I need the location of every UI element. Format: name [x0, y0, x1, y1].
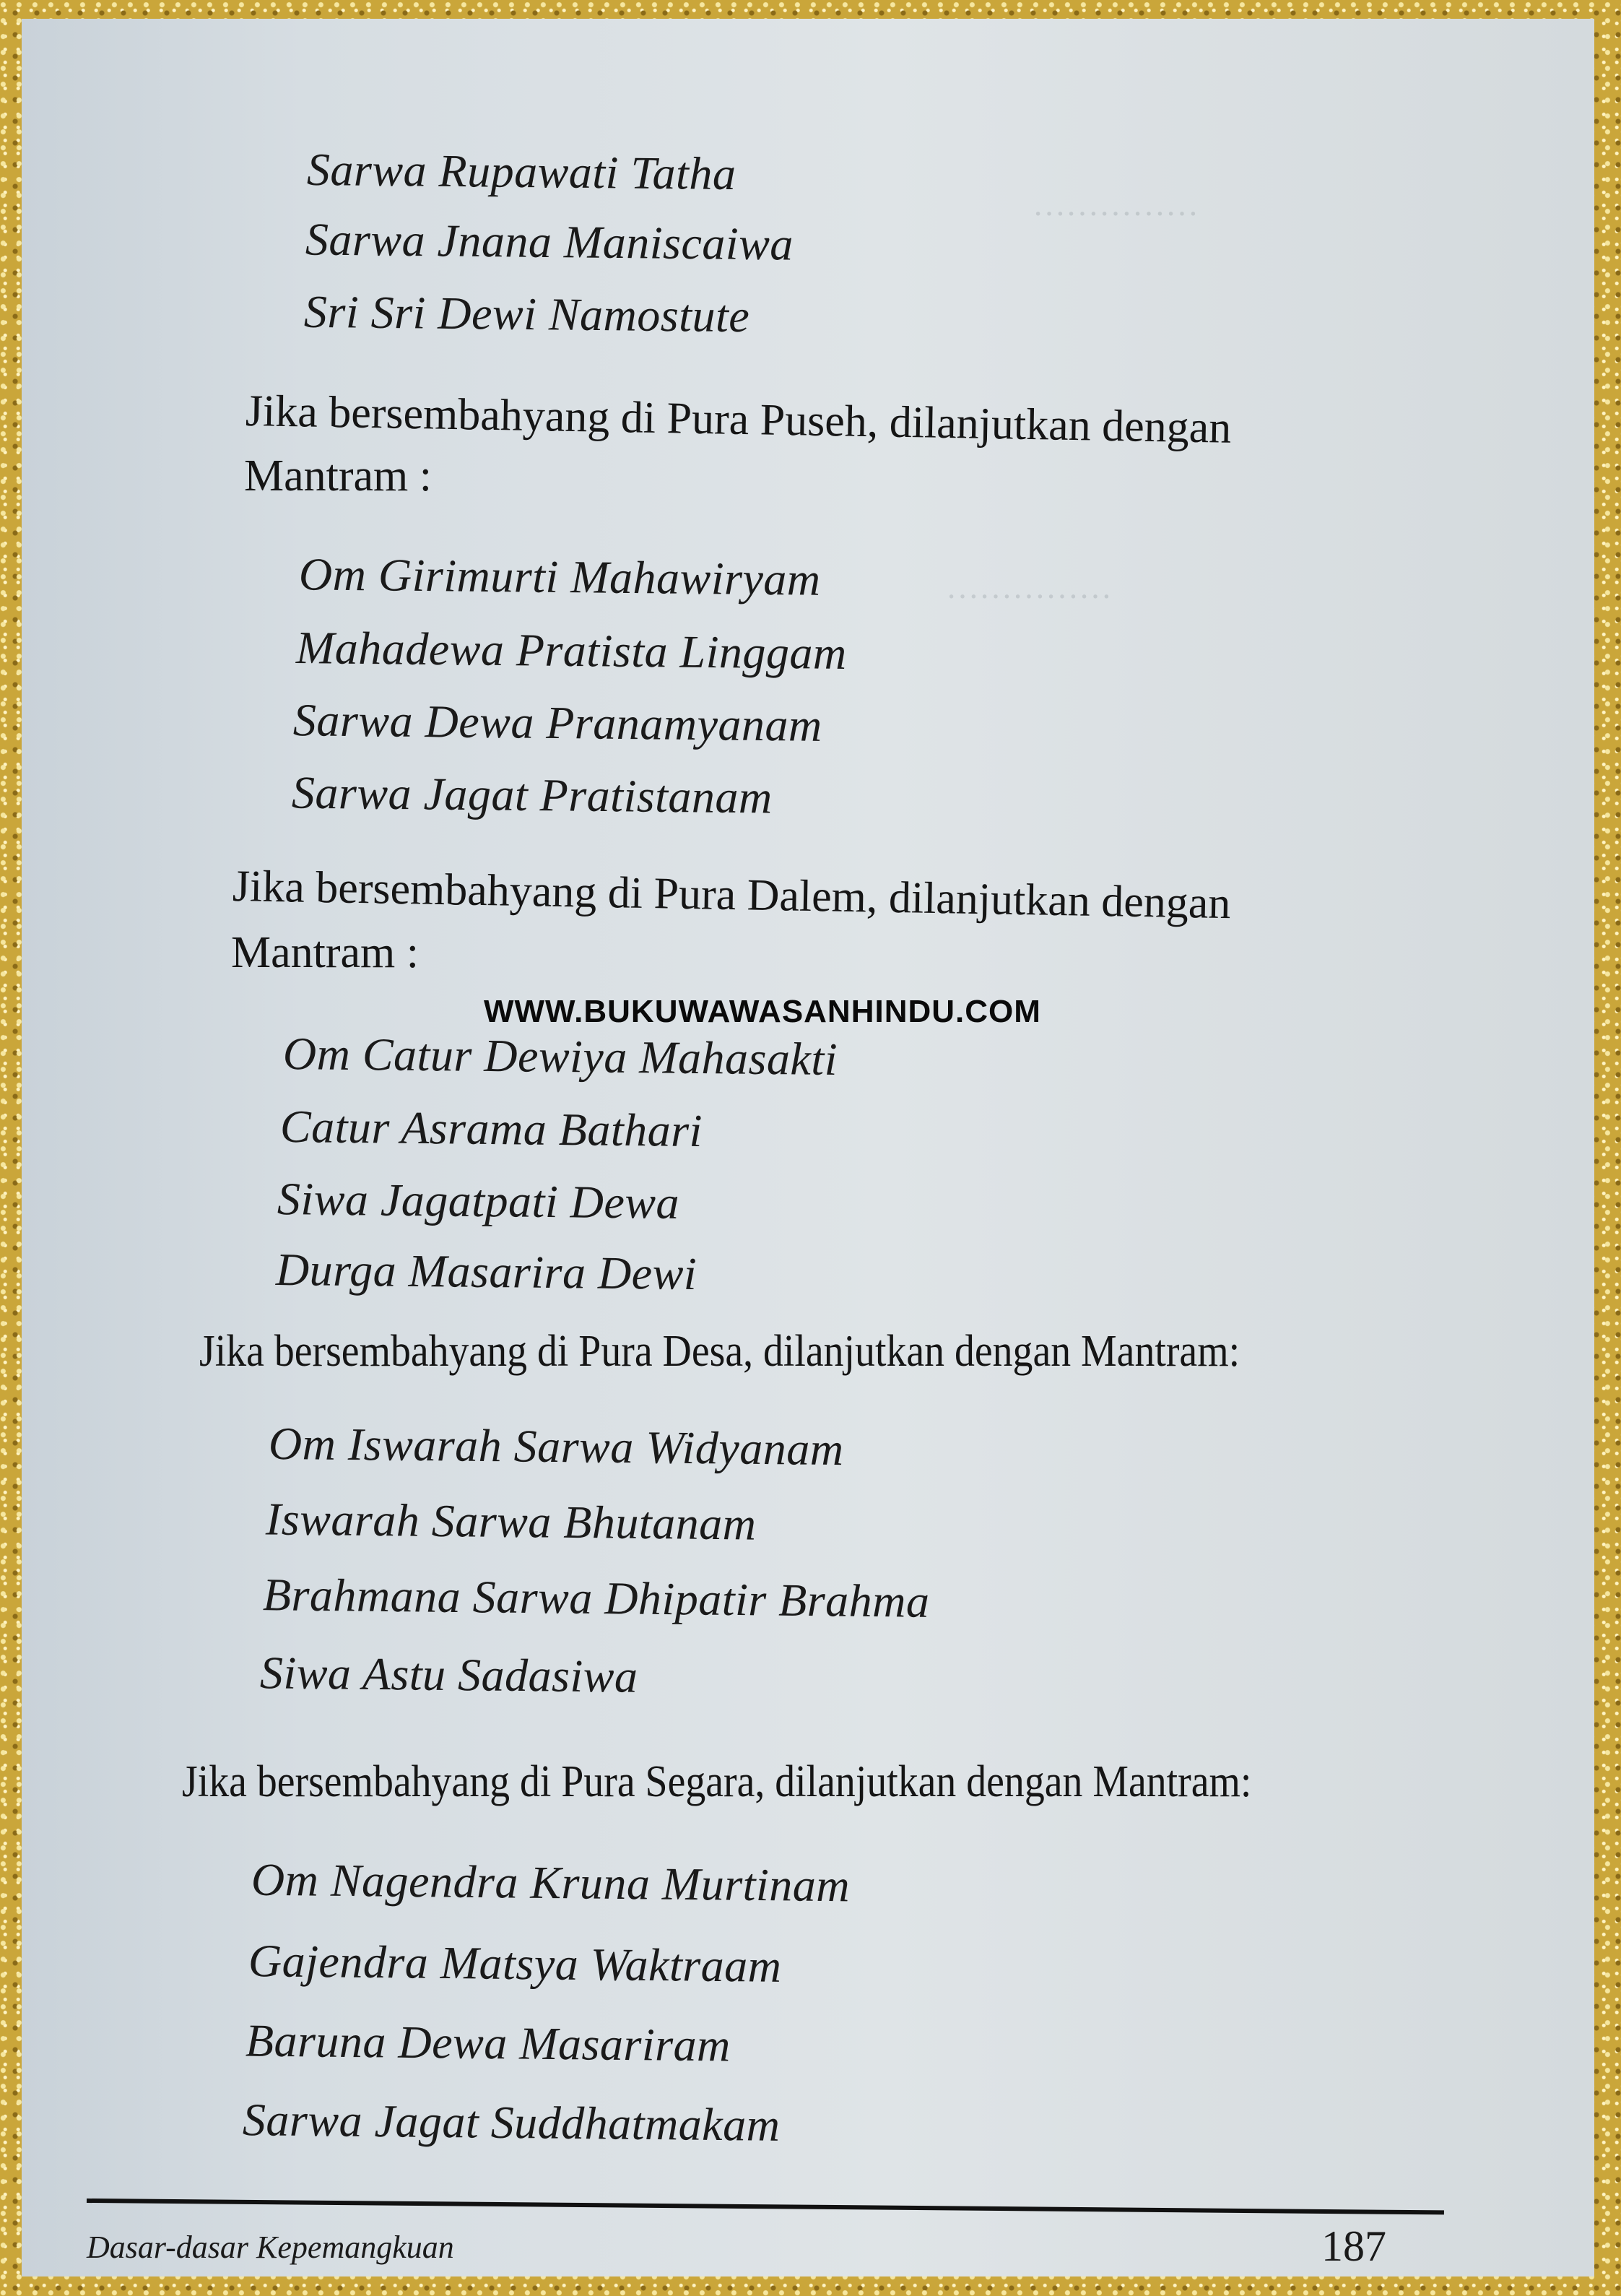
section-intro: Jika bersembahyang di Pura Dalem, dilanjutkan dengan [232, 862, 1231, 929]
verse-line: Brahmana Sarwa Dhipatir Brahma [262, 1569, 930, 1627]
verse-line: Mahadewa Pratista Linggam [295, 622, 848, 679]
verse-line: Iswarah Sarwa Bhutanam [265, 1493, 757, 1550]
section-intro: Mantram : [231, 928, 419, 977]
verse-line: Om Iswarah Sarwa Widyanam [268, 1417, 844, 1476]
verse-line: Catur Asrama Bathari [279, 1100, 703, 1157]
watermark-text: WWW.BUKUWAWASANHINDU.COM [484, 994, 1041, 1029]
section-intro: Jika bersembahyang di Pura Desa, dilanjutkan dengan Mantram: [199, 1327, 1240, 1376]
section-intro: Jika bersembahyang di Pura Segara, dilanjutkan dengan Mantram: [182, 1757, 1252, 1806]
footer-rule [87, 2198, 1444, 2214]
verse-line: Siwa Astu Sadasiwa [259, 1647, 638, 1702]
verse-line: Sri Sri Dewi Namostute [303, 285, 750, 342]
verse-line: Sarwa Jagat Pratistanam [291, 766, 773, 823]
verse-line: Baruna Dewa Masariram [245, 2014, 731, 2071]
section-intro: Mantram : [244, 451, 432, 501]
verse-line: Siwa Jagatpati Dewa [277, 1173, 680, 1229]
page-number: 187 [1321, 2222, 1386, 2270]
verse-line: Gajendra Matsya Waktraam [248, 1935, 782, 1992]
section-intro: Jika bersembahyang di Pura Puseh, dilanjutkan dengan [245, 386, 1232, 453]
verse-line: Om Catur Dewiya Mahasakti [282, 1027, 838, 1086]
verse-line: Om Girimurti Mahawiryam [298, 548, 821, 605]
verse-line: Durga Masarira Dewi [275, 1243, 697, 1300]
verse-line: Sarwa Dewa Pranamyanam [292, 694, 823, 751]
bleed-through-text: …………… [946, 568, 1112, 605]
book-page [22, 19, 1594, 2276]
verse-line: Sarwa Jagat Suddhatmakam [242, 2094, 781, 2151]
verse-line: Sarwa Rupawati Tatha [306, 143, 736, 200]
running-title: Dasar-dasar Kepemangkuan [87, 2230, 454, 2265]
bleed-through-text: …………… [1033, 186, 1199, 222]
verse-line: Sarwa Jnana Maniscaiwa [305, 213, 794, 270]
verse-line: Om Nagendra Kruna Murtinam [251, 1853, 851, 1912]
